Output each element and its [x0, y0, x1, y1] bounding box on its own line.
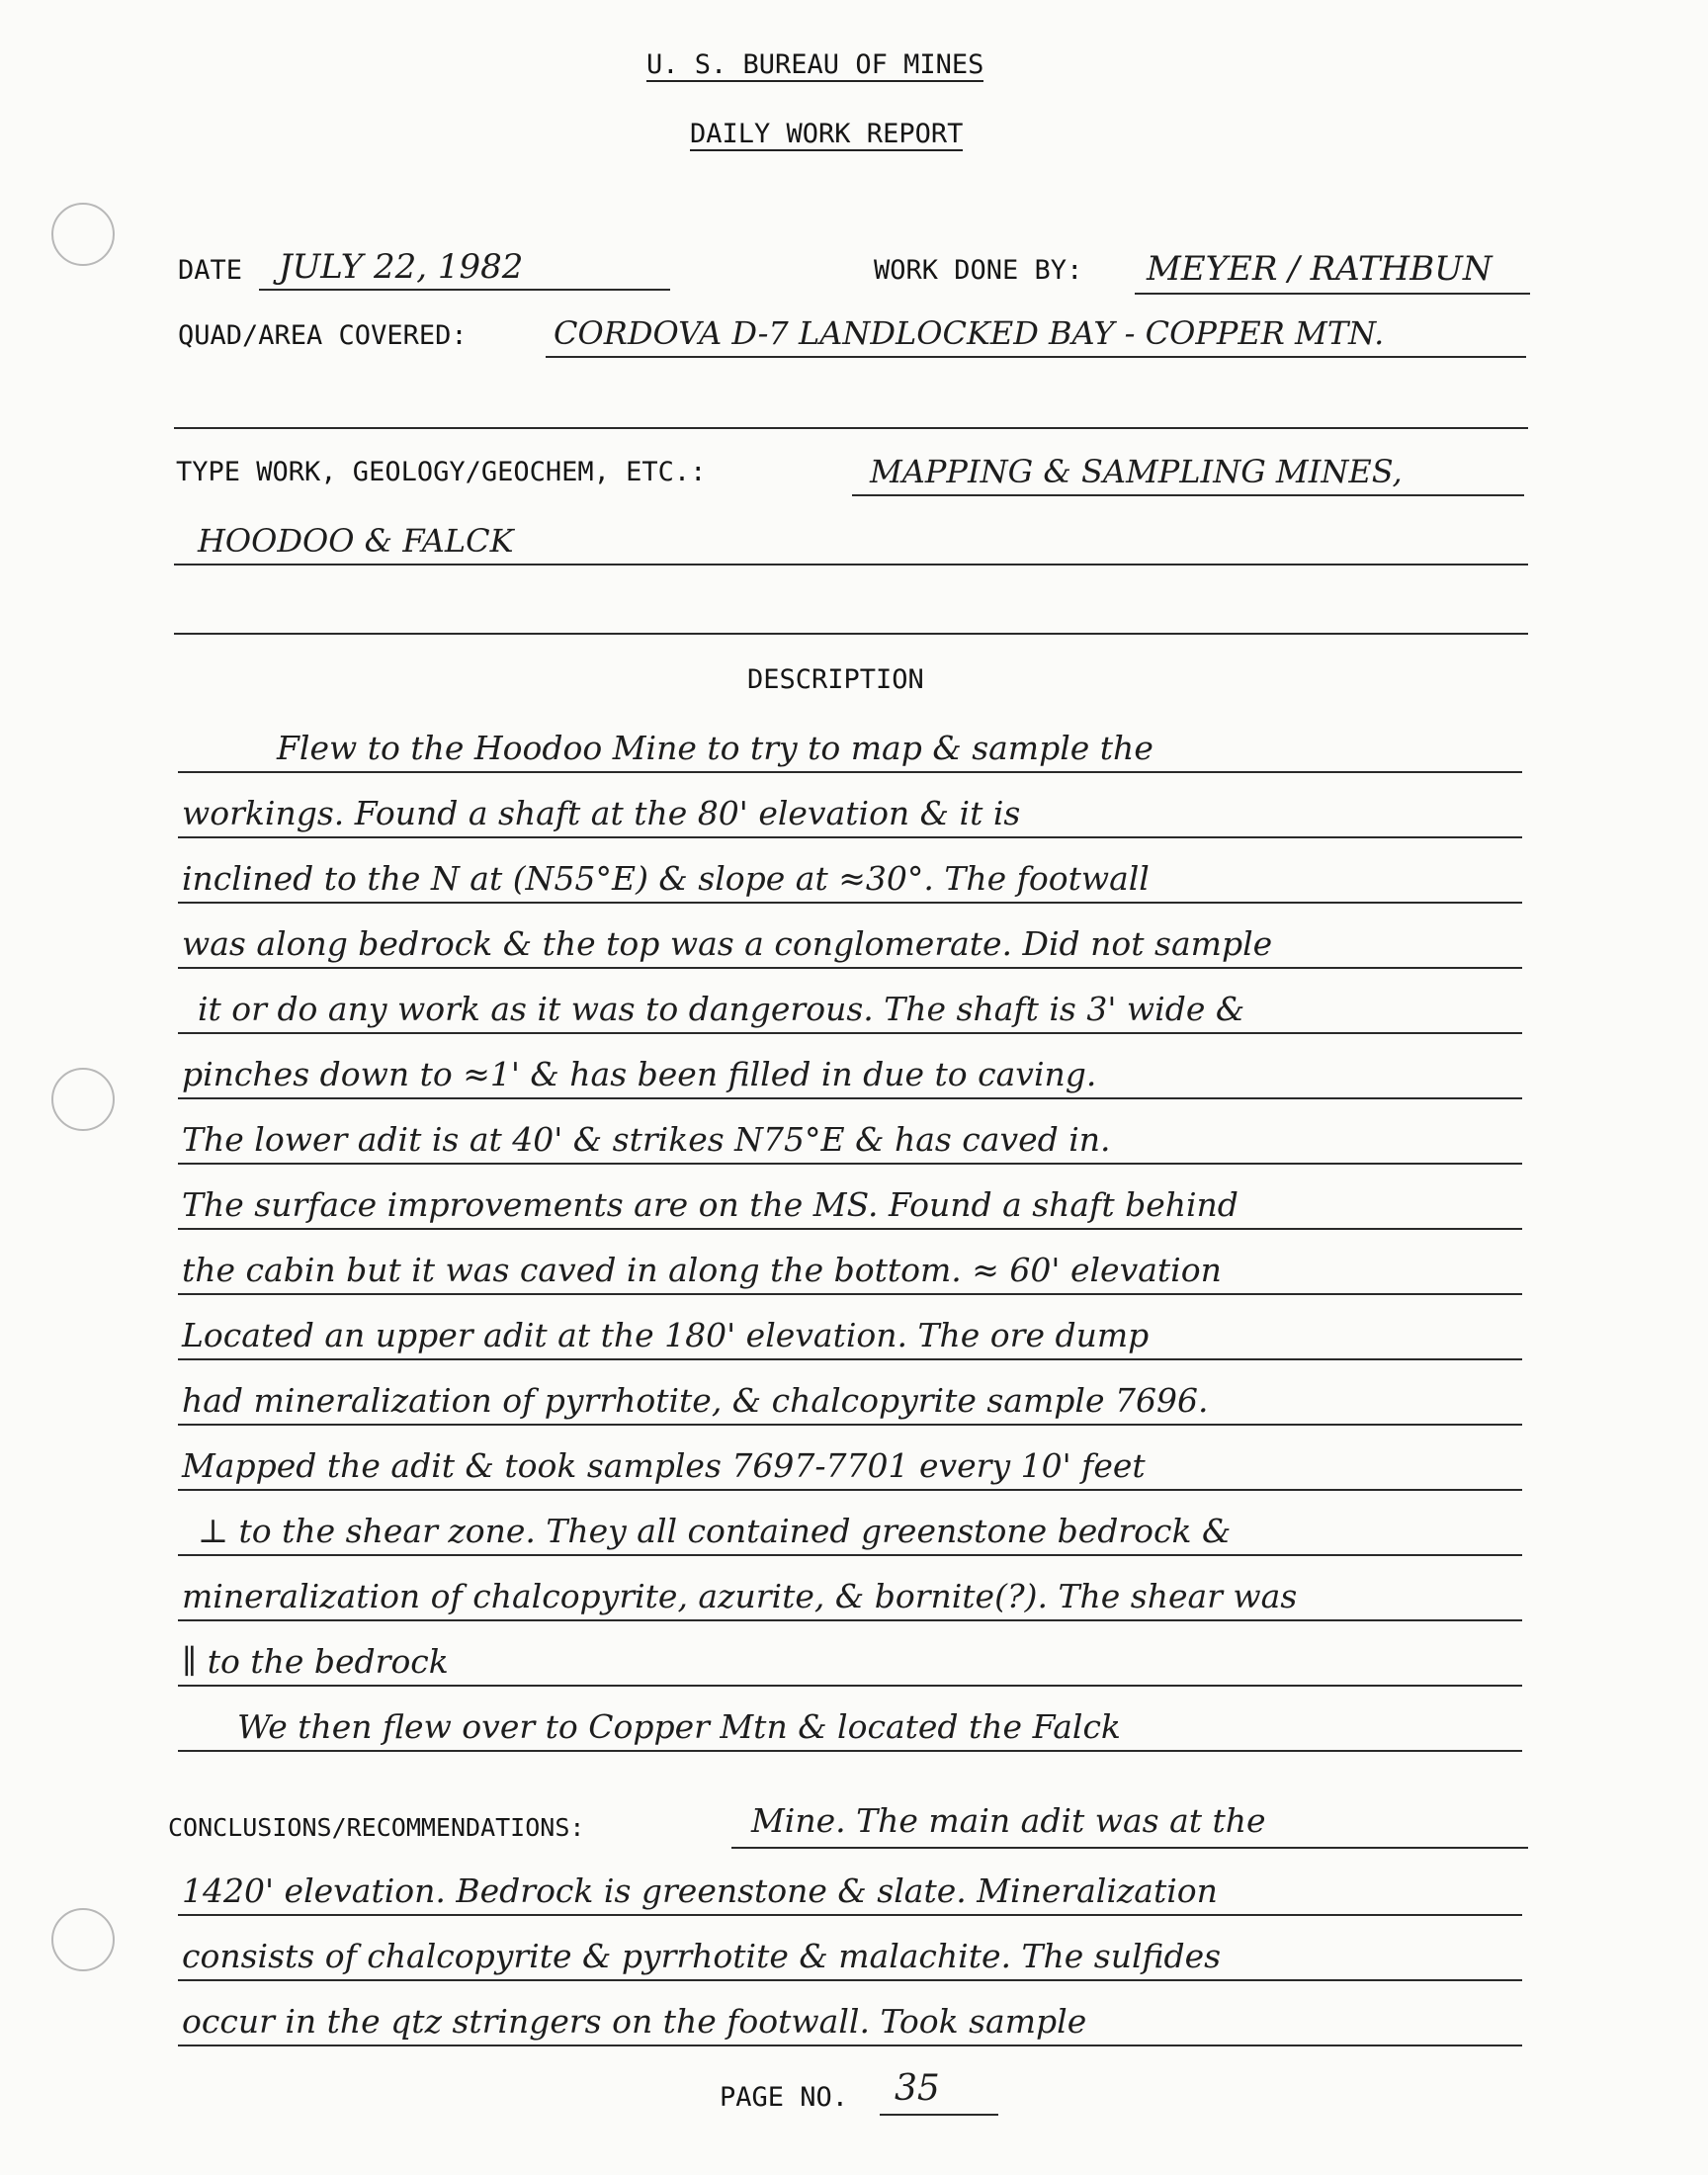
description-line: The lower adit is at 40' & strikes N75°E & has caved in. — [178, 1103, 1522, 1165]
description-line: We then flew over to Copper Mtn & located the Falck — [178, 1691, 1522, 1752]
date-rule — [259, 289, 670, 291]
page-number-rule — [880, 2114, 998, 2116]
agency-title: U. S. BUREAU OF MINES — [646, 49, 984, 80]
punch-hole-middle — [51, 1068, 115, 1131]
type-work-value-2: HOODOO & FALCK — [198, 522, 514, 560]
date-value: JULY 22, 1982 — [279, 247, 524, 287]
quad-rule — [546, 356, 1526, 358]
description-line: The surface improvements are on the MS. Found a shaft behind — [178, 1169, 1522, 1230]
type-work-rule-2 — [174, 564, 1528, 566]
description-line: was along bedrock & the top was a conglomerate. Did not sample — [178, 908, 1522, 969]
quad-value: CORDOVA D-7 LANDLOCKED BAY - COPPER MTN. — [554, 314, 1385, 352]
description-line: pinches down to ≈1' & has been filled in due to caving. — [178, 1038, 1522, 1099]
description-heading: DESCRIPTION — [747, 664, 924, 695]
type-work-value-1: MAPPING & SAMPLING MINES, — [870, 453, 1403, 490]
type-work-label: TYPE WORK, GEOLOGY/GEOCHEM, ETC.: — [176, 457, 707, 487]
description-line: it or do any work as it was to dangerous. The shaft is 3' wide & — [178, 973, 1522, 1034]
conclusions-line: consists of chalcopyrite & pyrrhotite & malachite. The sulfides — [178, 1920, 1522, 1981]
description-line: Located an upper adit at the 180' elevation. The ore dump — [178, 1299, 1522, 1360]
conclusions-line: 1420' elevation. Bedrock is greenstone & slate. Mineralization — [178, 1855, 1522, 1916]
description-line: workings. Found a shaft at the 80' elevation & it is — [178, 777, 1522, 838]
description-line: the cabin but it was caved in along the bottom. ≈ 60' elevation — [178, 1234, 1522, 1295]
conclusions-line: occur in the qtz stringers on the footwall. Took sample — [178, 1985, 1522, 2046]
punch-hole-bottom — [51, 1908, 115, 1971]
punch-hole-top — [51, 203, 115, 266]
work-done-by-rule — [1135, 293, 1530, 295]
type-work-rule-1 — [852, 494, 1524, 496]
conclusions-line-1: Mine. The main adit was at the — [751, 1801, 1266, 1840]
conclusions-label: CONCLUSIONS/RECOMMENDATIONS: — [168, 1813, 585, 1842]
page-number-label: PAGE NO. — [720, 2082, 849, 2113]
description-line: Mapped the adit & took samples 7697-7701 every 10' feet — [178, 1430, 1522, 1491]
description-line: Flew to the Hoodoo Mine to try to map & sample the — [178, 712, 1522, 773]
quad-rule-2 — [174, 427, 1528, 429]
description-line: ⊥ to the shear zone. They all contained greenstone bedrock & — [178, 1495, 1522, 1556]
report-title: DAILY WORK REPORT — [690, 119, 964, 149]
quad-label: QUAD/AREA COVERED: — [178, 320, 468, 351]
description-line: ∥ to the bedrock — [178, 1625, 1522, 1687]
type-work-rule-3 — [174, 633, 1528, 635]
work-done-by-label: WORK DONE BY: — [874, 255, 1083, 286]
work-done-by-value: MEYER / RATHBUN — [1147, 249, 1493, 289]
description-line: inclined to the N at (N55°E) & slope at ≈30°. The footwall — [178, 842, 1522, 904]
conclusions-rule-1 — [731, 1847, 1528, 1849]
page-number-value: 35 — [895, 2068, 940, 2109]
description-line: had mineralization of pyrrhotite, & chalcopyrite sample 7696. — [178, 1364, 1522, 1426]
description-line: mineralization of chalcopyrite, azurite, & bornite(?). The shear was — [178, 1560, 1522, 1621]
date-label: DATE — [178, 255, 243, 286]
